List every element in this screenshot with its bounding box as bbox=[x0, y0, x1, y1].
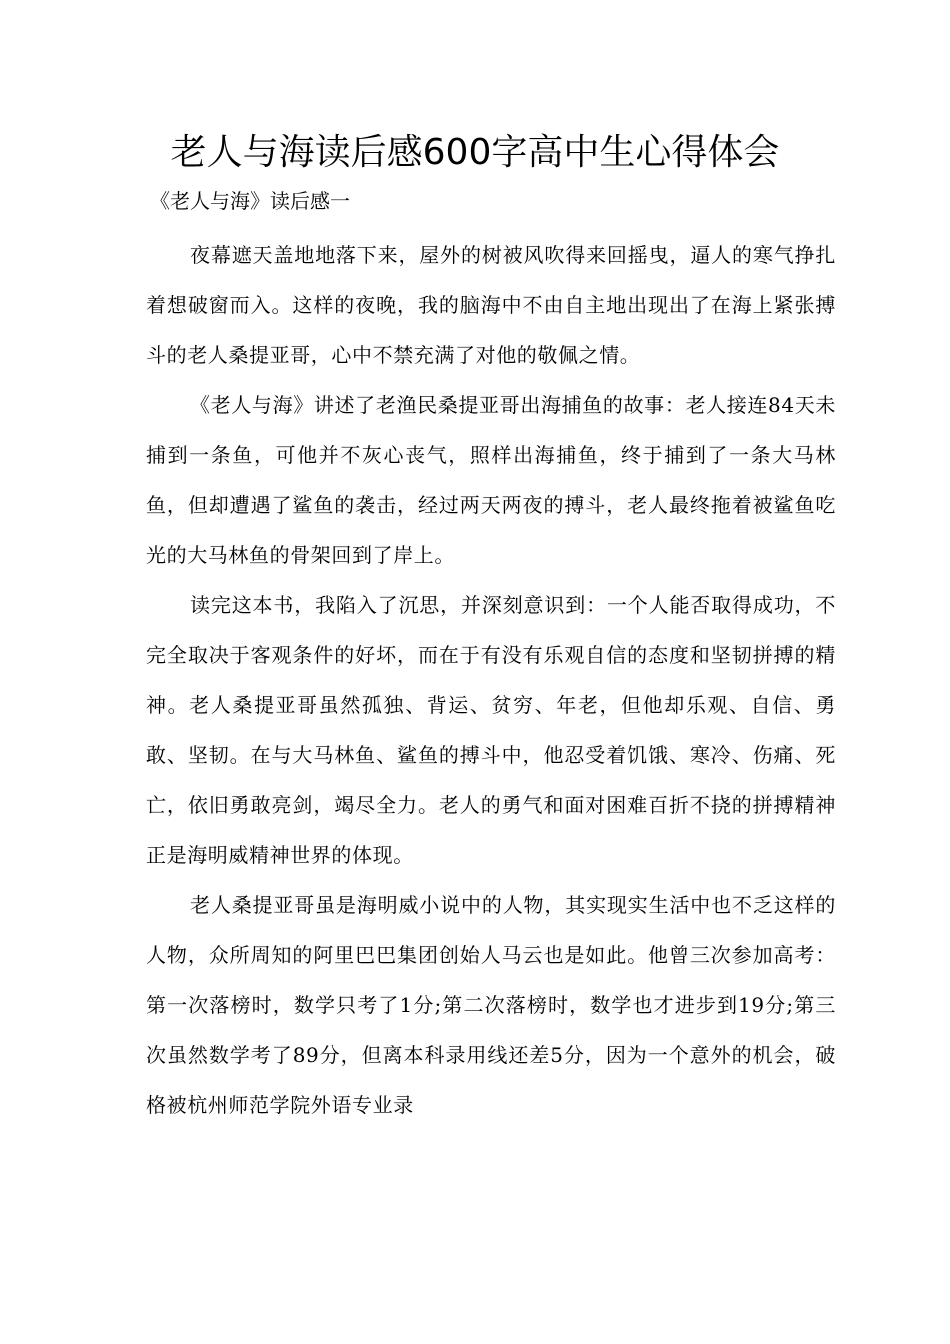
document-title: 老人与海读后感600字高中生心得体会 bbox=[170, 132, 780, 173]
paragraph: 夜幕遮天盖地地落下来，屋外的树被风吹得来回摇曳，逼人的寒气挣扎着想破窗而入。这样的夜晚，我的脑海中不由自主地出现出了在海上紧张搏斗的老人桑提亚哥，心中不禁充满了对他的敬佩之情。 bbox=[146, 243, 836, 367]
document-body bbox=[146, 230, 836, 1130]
document-subtitle: 《老人与海》读后感一 bbox=[150, 189, 350, 213]
paragraph: 老人桑提亚哥虽是海明威小说中的人物，其实现实生活中也不乏这样的人物，众所周知的阿里巴巴集团创始人马云也是如此。他曾三次参加高考：第一次落榜时，数学只考了1分;第二次落榜时，数学也才进步到19分;第三次虽然数学考了89分，但离本科录用线还差5分，因为一个意外的机会，破格被杭州师范学院外语专业录 bbox=[146, 893, 836, 1117]
paragraph: 读完这本书，我陷入了沉思，并深刻意识到：一个人能否取得成功，不完全取决于客观条件的好坏，而在于有没有乐观自信的态度和坚韧拼搏的精神。老人桑提亚哥虽然孤独、背运、贫穷、年老，但他却乐观、自信、勇敢、坚韧。在与大马林鱼、鲨鱼的搏斗中，他忍受着饥饿、寒冷、伤痛、死亡，依旧勇敢亮剑，竭尽全力。老人的勇气和面对困难百折不挠的拼搏精神正是海明威精神世界的体现。 bbox=[146, 593, 836, 867]
paragraph: 《老人与海》讲述了老渔民桑提亚哥出海捕鱼的故事：老人接连84天未捕到一条鱼，可他并不灰心丧气，照样出海捕鱼，终于捕到了一条大马林鱼，但却遭遇了鲨鱼的袭击，经过两天两夜的搏斗，老人最终拖着被鲨鱼吃光的大马林鱼的骨架回到了岸上。 bbox=[146, 393, 836, 567]
